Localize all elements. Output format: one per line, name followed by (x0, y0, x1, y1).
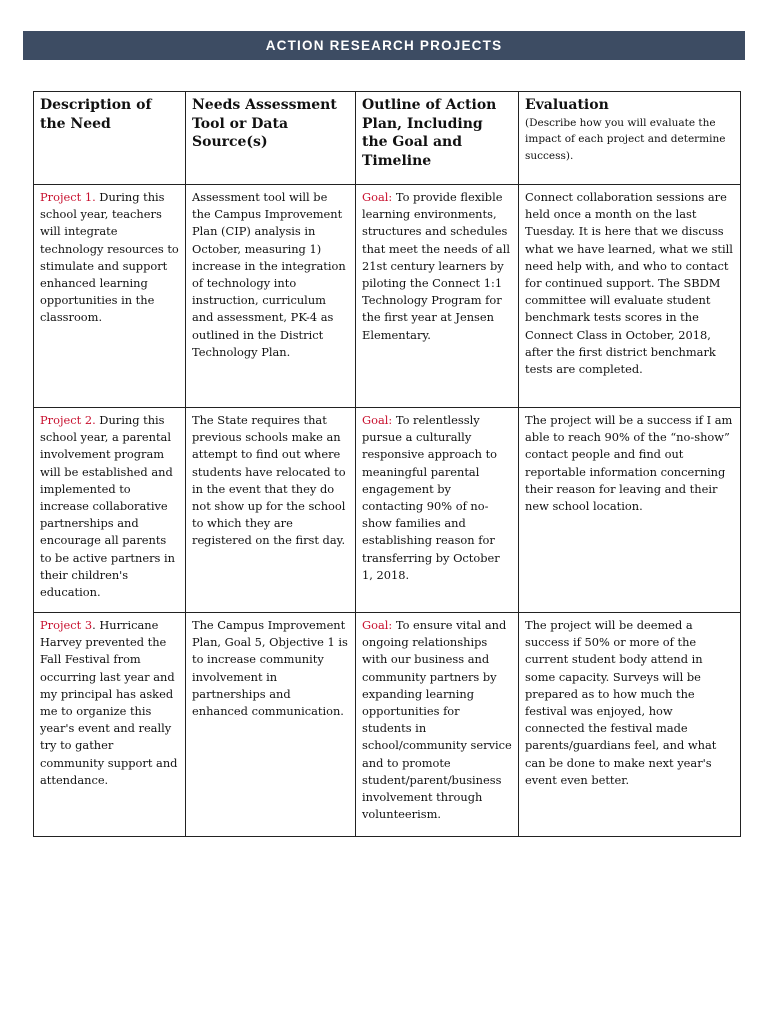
project-2-goal-label: Goal: (362, 413, 393, 427)
project-1-label: Project 1. (40, 190, 96, 204)
project-1-description-cell (34, 185, 186, 408)
project-3-evaluation: The project will be deemed a success if 50% or more of the current student body attend in some capacity. Surveys will be prepared as to how much the festival was enjoyed, how connected the festival made parents/guardians feel, and what can be done to make next year's event even better. (525, 618, 717, 787)
project-3-needs: The Campus Improvement Plan, Goal 5, Objective 1 is to increase community involvement in partnerships and enhanced communication. (192, 618, 348, 719)
project-1-description: During this school year, teachers will integrate technology resources to stimulate and support enhanced learning opportunities in the classroom. (40, 190, 179, 325)
header-outline-label: Outline of Action Plan, Including the Goal and Timeline (362, 97, 497, 169)
header-needs-label: Needs Assessment Tool or Data Source(s) (192, 97, 337, 150)
header-evaluation-label: Evaluation (525, 97, 609, 113)
project-1-goal-label: Goal: (362, 190, 393, 204)
table-row (34, 613, 741, 837)
header-evaluation (519, 92, 741, 185)
project-3-needs-cell (186, 613, 356, 837)
project-1-outline-cell (356, 185, 519, 408)
project-1-goal: To provide flexible learning environments, structures and schedules that meet the needs of all 21st century learners by piloting the Connect 1:1 Technology Program for the first year at Jensen Elementary. (362, 190, 511, 342)
project-2-goal: To relentlessly pursue a culturally responsive approach to meaningful parental engagement by contacting 90% of no-show families and establishing reason for transferring by October 1, 2018. (362, 413, 500, 582)
header-evaluation-note: (Describe how you will evaluate the impact of each project and determine success). (525, 116, 726, 162)
project-2-needs-cell (186, 408, 356, 613)
project-1-evaluation: Connect collaboration sessions are held once a month on the last Tuesday. It is here that we discuss what we have learned, what we still need help with, and who to contact for continued support. The SBDM committee will evaluate student benchmark tests scores in the Connect Class in October, 2018, after the first district benchmark tests are completed. (525, 190, 733, 377)
table-row (34, 408, 741, 613)
project-3-label: Project 3 (40, 618, 93, 632)
action-research-table (33, 91, 741, 837)
project-3-outline-cell (356, 613, 519, 837)
header-outline (356, 92, 519, 185)
table-header-row (34, 92, 741, 185)
project-2-label: Project 2. (40, 413, 96, 427)
project-2-description: During this school year, a parental involvement program will be established and implemented to increase collaborative partnerships and encourage all parents to be active partners in their children's education. (40, 413, 175, 600)
page-banner-title: ACTION RESEARCH PROJECTS (23, 31, 745, 60)
project-3-goal: To ensure vital and ongoing relationships with our business and community partners by expanding learning opportunities for students in school/community service and to promote student/parent/business involvement through volunteerism. (362, 618, 512, 822)
project-2-description-cell (34, 408, 186, 613)
table-row (34, 185, 741, 408)
header-description-label: Description of the Need (40, 97, 152, 132)
project-3-goal-label: Goal: (362, 618, 393, 632)
project-2-outline-cell (356, 408, 519, 613)
header-description (34, 92, 186, 185)
project-2-evaluation: The project will be a success if I am able to reach 90% of the “no-show” contact people and find out reportable information concerning their reason for leaving and their new school location. (525, 413, 733, 514)
project-3-description-cell (34, 613, 186, 837)
project-1-evaluation-cell (519, 185, 741, 408)
project-2-evaluation-cell (519, 408, 741, 613)
project-2-needs: The State requires that previous schools make an attempt to find out where students have relocated to in the event that they do not show up for the school to which they are registered on the first day. (192, 413, 346, 548)
project-1-needs: Assessment tool will be the Campus Improvement Plan (CIP) analysis in October, measuring 1) increase in the integration of technology into instruction, curriculum and assessment, PK-4 as outlined in the District Technology Plan. (192, 190, 346, 359)
project-3-evaluation-cell (519, 613, 741, 837)
project-3-description: . Hurricane Harvey prevented the Fall Festival from occurring last year and my principal has asked me to organize this year's event and really try to gather community support and attendance. (40, 618, 178, 787)
header-needs (186, 92, 356, 185)
project-1-needs-cell (186, 185, 356, 408)
